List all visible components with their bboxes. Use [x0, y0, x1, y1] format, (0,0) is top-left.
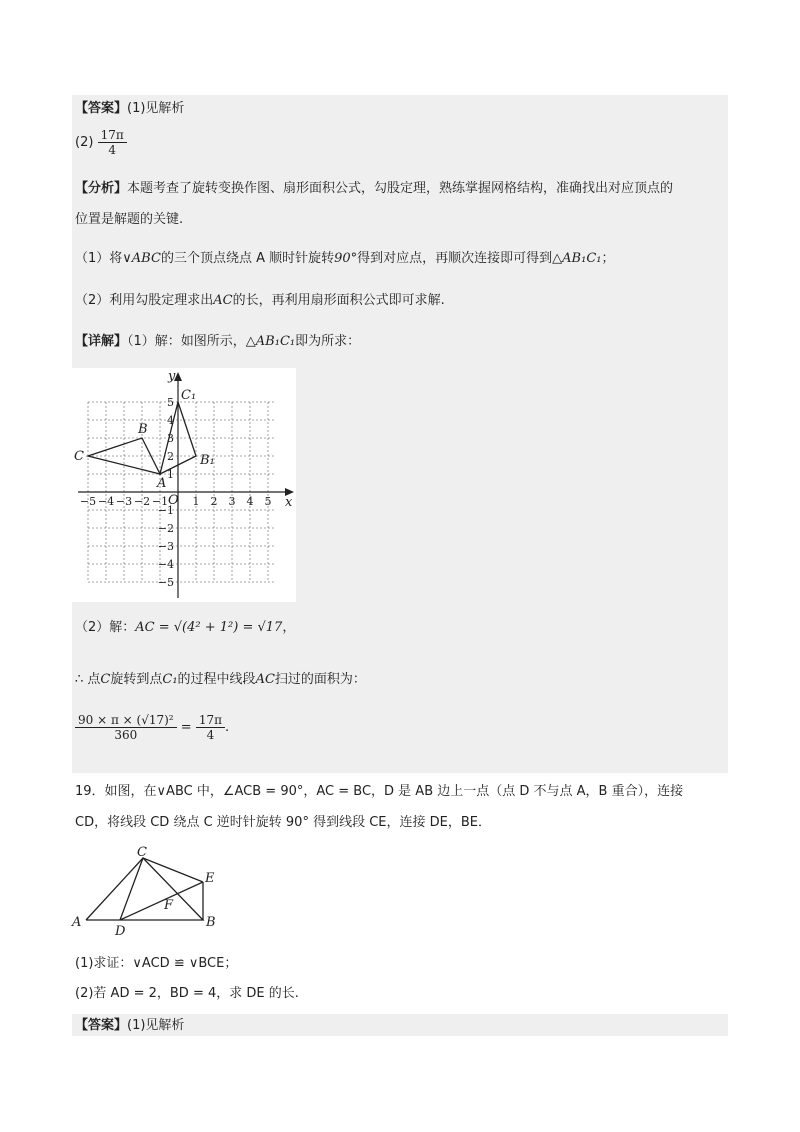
part-2-prefix: （2）解： [75, 620, 136, 635]
step-2-text-b: 的长，再利用扇形面积公式即可求解. [232, 293, 445, 308]
x-tick-label: 4 [246, 495, 254, 508]
point-label-a: A [157, 476, 167, 491]
answer-1: (1)见解析 [127, 101, 185, 116]
y-tick-label: 1 [167, 468, 174, 481]
label-d: D [115, 924, 126, 938]
point-label-c1: C₁ [181, 388, 197, 403]
area-result-denominator: 4 [206, 728, 215, 742]
answer-2-fraction [98, 128, 127, 157]
x-axis-label: x [285, 495, 293, 510]
area-result-fraction [196, 713, 225, 742]
area-formula-line [75, 713, 229, 742]
answer-label: 【答案】 [75, 101, 128, 116]
label-c: C [137, 846, 147, 860]
x-tick-label: 2 [210, 495, 218, 508]
origin-label: O [168, 493, 179, 508]
point-label-b: B [138, 422, 148, 437]
step-1-text-c: 得到对应点，再顺次连接即可得到 [357, 251, 553, 266]
point-label-b1: B₁ [200, 453, 215, 468]
area-numerator: 90 × π × (√17)² [75, 713, 177, 728]
detail-triangle: △AB₁C₁ [245, 334, 296, 349]
y-tick-label: 3 [167, 432, 174, 445]
rotate-to-text: 旋转到点 [110, 672, 163, 687]
detail-label: 【详解】 [75, 334, 128, 349]
triangle-acb [86, 858, 203, 920]
y-tick-label: 5 [167, 396, 174, 409]
y-tick-label: −4 [157, 558, 174, 571]
y-tick-label: −2 [157, 522, 174, 535]
q19-answer-1: (1)见解析 [127, 1018, 185, 1033]
analysis-label: 【分析】 [75, 181, 128, 196]
area-denominator: 360 [114, 728, 138, 742]
y-tick-label: 2 [167, 450, 174, 463]
q19-answer-label: 【答案】 [75, 1018, 128, 1033]
area-result-numerator: 17π [196, 713, 225, 728]
answer-line-2 [75, 128, 127, 157]
step-2-line [75, 292, 445, 310]
y-tick-label: −1 [157, 504, 174, 517]
detail-line [75, 333, 360, 351]
area-equals: = [180, 720, 192, 735]
x-tick-label: 1 [192, 495, 200, 508]
question-19-figure [68, 846, 228, 938]
step-2-text-a: （2）利用勾股定理求出 [75, 293, 214, 308]
question-19-text-1: 19．如图，在∨ABC 中，∠ACB = 90°，AC = BC，D 是 AB 边上一点（点 D 不与点 A，B 重合），连接 [75, 784, 684, 799]
sweep-text-b: 扫过的面积为： [274, 672, 366, 687]
sweep-description-line [75, 671, 366, 689]
y-axis-label: y [168, 369, 176, 384]
analysis-text-2: 位置是解题的关键. [75, 212, 184, 227]
answer-2-numerator: 17π [98, 128, 127, 143]
x-tick-label: −2 [133, 495, 151, 508]
x-tick-label: −5 [79, 495, 97, 508]
detail-text-a: （1）解：如图所示， [127, 334, 246, 349]
analysis-text: 本题考查了旋转变换作图、扇形面积公式，勾股定理，熟练掌握网格结构，准确找出对应顶点的 [127, 181, 674, 196]
coordinate-grid-figure [72, 368, 296, 602]
x-tick-label: 5 [264, 495, 272, 508]
y-tick-label: 4 [167, 414, 174, 427]
part-2-text: (2)若 AD = 2，BD = 4，求 DE 的长. [75, 986, 299, 1001]
segment-ce [143, 858, 203, 882]
part-2-solution-line [75, 619, 295, 637]
question-19-line-2 [75, 814, 491, 832]
label-b: B [206, 915, 216, 930]
label-e: E [205, 871, 215, 886]
step-1-end: ； [601, 251, 615, 266]
answer-2-denominator: 4 [108, 143, 116, 157]
step-1-triangle-2: △AB₁C₁ [552, 251, 602, 266]
answer-2-prefix: (2) [75, 135, 94, 150]
part-2-end: ， [282, 620, 296, 635]
figure-lines [86, 858, 203, 920]
step-1-triangle: ∨ABC [122, 251, 161, 266]
part-2-equation: AC = √(4² + 1²) = √17 [135, 620, 283, 635]
label-f: F [164, 898, 174, 913]
point-label-c: C [74, 449, 84, 464]
figure-labels [71, 846, 216, 938]
part-1-text: (1)求证：∨ACD ≌ ∨BCE； [75, 956, 238, 971]
sweep-text-a: 的过程中线段 [177, 672, 256, 687]
y-tick-label: −3 [157, 540, 174, 553]
step-2-ac: AC [213, 293, 233, 308]
detail-text-b: 即为所求： [295, 334, 361, 349]
question-19-answer-line [75, 1017, 184, 1035]
point-c: C [100, 672, 111, 687]
question-19-part-2 [75, 985, 299, 1003]
question-19-line-1 [75, 783, 683, 801]
step-1-degree: 90° [334, 251, 358, 266]
step-1-line [75, 250, 615, 268]
area-fraction [75, 713, 177, 742]
point-c1: C₁ [162, 672, 178, 687]
question-19-part-1 [75, 955, 237, 973]
step-1-text-b: 的三个顶点绕点 A 顺时针旋转 [160, 251, 335, 266]
y-tick-label: −5 [157, 576, 174, 589]
label-a: A [72, 915, 82, 930]
analysis-line-2 [75, 211, 183, 229]
x-tick-label: −4 [97, 495, 115, 508]
question-19-text-2: CD，将线段 CD 绕点 C 逆时针旋转 90° 得到线段 CE，连接 DE，BE． [75, 815, 492, 830]
step-1-text-a: （1）将 [75, 251, 123, 266]
answer-line-1 [75, 100, 184, 118]
therefore-text: ∴ 点 [75, 672, 101, 687]
x-tick-label: −3 [115, 495, 133, 508]
area-end: . [224, 720, 230, 735]
x-tick-label: 3 [228, 495, 236, 508]
analysis-line-1 [75, 180, 673, 198]
segment-ac: AC [255, 672, 275, 687]
x-tick-label: −1 [151, 495, 169, 508]
